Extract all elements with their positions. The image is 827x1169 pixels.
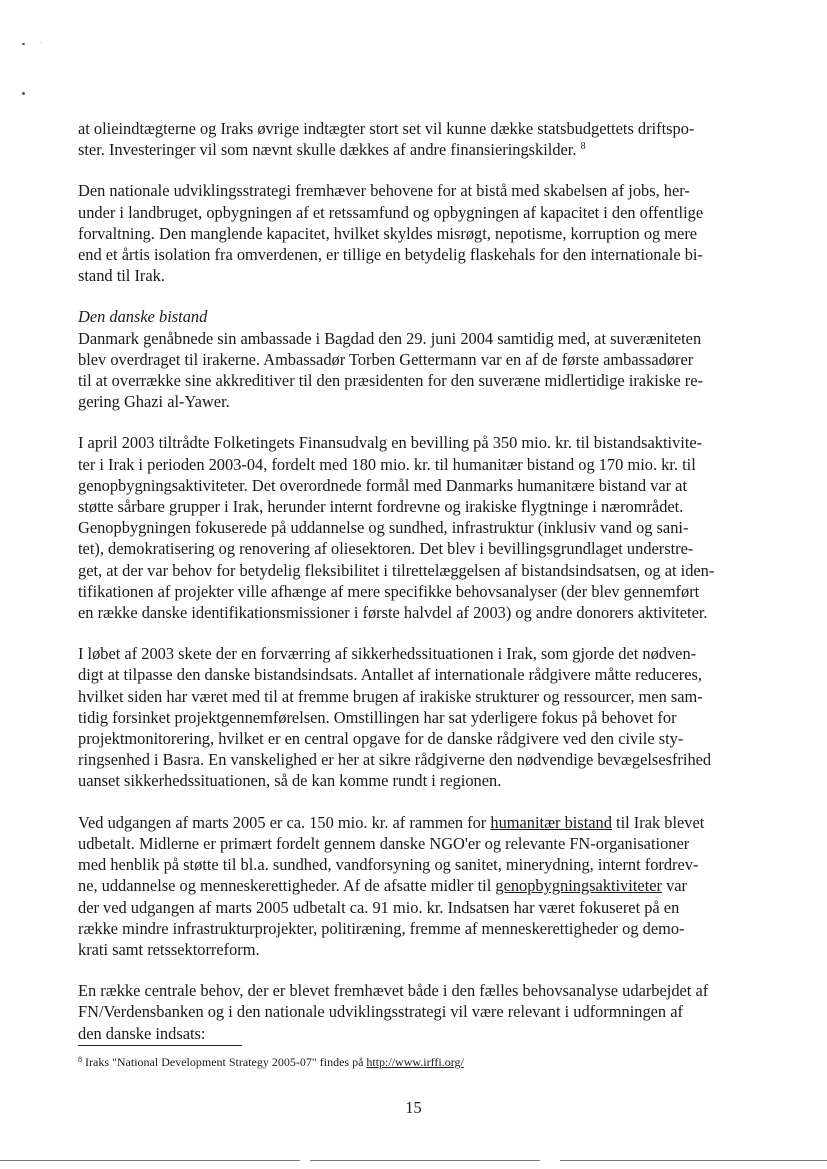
- footnote: [78, 1055, 464, 1070]
- text-fragment: Ved udgangen af marts 2005 er ca. 150 mio. kr. af rammen for: [78, 812, 491, 832]
- reconstruction-activities-link[interactable]: genopbygningsaktiviteter: [495, 876, 662, 896]
- text-line: udbetalt. Midlerne er primært fordelt gennem danske NGO'er og relevante FN-organisationer: [78, 833, 690, 853]
- text-line: hvilket siden har været med til at fremme brugen af irakiske strukturer og ressourcer, men sam-: [78, 686, 703, 706]
- text-line: genopbygningsaktiviteter. Det overordnede formål med Danmarks humanitære bistand var at: [78, 475, 688, 495]
- text-line: get, at der var behov for betydelig fleksibilitet i tilrettelæggelsen af bistandsindsatsen, og at iden-: [78, 560, 715, 580]
- text-line: gering Ghazi al-Yawer.: [78, 392, 230, 412]
- scan-speck: [22, 43, 25, 45]
- page-number: 15: [405, 1098, 422, 1117]
- footnote-reference[interactable]: 8: [580, 141, 586, 153]
- text-line: stand til Irak.: [78, 266, 165, 286]
- text-line: tidig forsinket projektgennemførelsen. Omstillingen har sat yderligere fokus på behovet for: [78, 707, 677, 727]
- text-line: til at overrække sine akkreditiver til den præsidenten for den suveræne midlertidige irakiske re-: [78, 371, 703, 391]
- text-line: projektmonitorering, hvilket er en central opgave for de danske rådgivere ved den civile sty-: [78, 729, 684, 749]
- text-line: tet), demokratisering og renovering af oliesektoren. Det blev i bevillingsgrundlaget understre-: [78, 539, 694, 559]
- text-line: En række centrale behov, der er blevet fremhævet både i den fælles behovsanalyse udarbejdet af: [78, 981, 709, 1001]
- footnote-separator: [78, 1045, 242, 1046]
- text-line: række mindre infrastrukturprojekter, politiræning, fremme af menneskerettigheder og demo-: [78, 918, 685, 938]
- paragraph-oil-revenue: [78, 118, 762, 160]
- text-line: [78, 812, 762, 833]
- paragraph-security-situation: [78, 643, 762, 791]
- text-fragment: til Irak blevet: [611, 812, 705, 832]
- text-line: uanset sikkerhedssituationen, så de kan komme rundt i regionen.: [78, 771, 502, 791]
- paragraph-disbursement-2005: [78, 812, 762, 960]
- paragraph-development-strategy: [78, 180, 762, 286]
- text-line: Genopbygningen fokuserede på uddannelse og sundhed, infrastruktur (inklusiv vand og sani-: [78, 518, 689, 538]
- text-line: tifikationen af projekter ville afhænge af mere specifikke behovsanalyser (der blev gennemført: [78, 581, 700, 601]
- text-line: forvaltning. Den manglende kapacitet, hvilket skyldes misrøgt, nepotisme, korruption og mere: [78, 223, 698, 243]
- humanitarian-aid-link[interactable]: humanitær bistand: [490, 812, 612, 832]
- text-line: end et årtis isolation fra omverdenen, er tillige en betydelig flaskehals for den internationale bi-: [78, 245, 703, 265]
- text-line: den danske indsats:: [78, 1023, 206, 1043]
- text-line: at olieindtægterne og Iraks øvrige indtægter stort set vil kunne dække statsbudgettets driftspo-: [78, 119, 695, 138]
- text-line: ringsenhed i Basra. En vanskelighed er her at sikre rådgiverne den nødvendige bevægelsesfrihed: [78, 750, 712, 770]
- scan-edge-line: [560, 1160, 827, 1161]
- body-text: [78, 118, 762, 1064]
- text-line: der ved udgangen af marts 2005 udbetalt ca. 91 mio. kr. Indsatsen har været fokuseret på en: [78, 897, 680, 917]
- text-line: Danmark genåbnede sin ambassade i Bagdad den 29. juni 2004 samtidig med, at suveræniteten: [78, 328, 702, 348]
- text-line: FN/Verdensbanken og i den nationale udviklingsstrategi vil være relevant i udformningen af: [78, 1002, 683, 1022]
- text-line: blev overdraget til irakerne. Ambassadør Torben Gettermann var en af de første ambassadører: [78, 349, 694, 369]
- paragraph-appropriation-2003: [78, 432, 762, 623]
- text-line: ter i Irak i perioden 2003-04, fordelt med 180 mio. kr. til humanitær bistand og 170 mio. kr. til: [78, 454, 696, 474]
- text-line: krati samt retssektorreform.: [78, 939, 260, 959]
- text-line: digt at tilpasse den danske bistandsindsats. Antallet af internationale rådgivere måtte reduceres,: [78, 665, 703, 685]
- footnote-number: 8: [78, 1055, 82, 1064]
- text-line: under i landbruget, opbygningen af et retssamfund og opbygningen af kapacitet i den offentlige: [78, 202, 704, 222]
- text-line: støtte sårbare grupper i Irak, herunder internt fordrevne og irakiske flygtninge i nærområdet.: [78, 497, 684, 517]
- footnote-text: Iraks "National Development Strategy 2005-07" findes på: [82, 1055, 367, 1069]
- text-line-content: ster. Investeringer vil som nævnt skulle dækkes af andre finansieringskilder.: [78, 140, 577, 160]
- footnote-url-link[interactable]: http://www.irffi.org/: [366, 1055, 464, 1069]
- text-line: [78, 139, 762, 160]
- text-line: en række danske identifikationsmissioner i første halvdel af 2003) og andre donorers aktiviteter.: [78, 603, 708, 623]
- text-line: Den nationale udviklingsstrategi fremhæver behovene for at bistå med skabelsen af jobs, her-: [78, 181, 690, 201]
- scan-speck: [40, 42, 41, 43]
- scan-edge-line: [310, 1160, 540, 1161]
- section-heading: Den danske bistand: [78, 307, 208, 327]
- text-line: I løbet af 2003 skete der en forværring af sikkerhedssituationen i Irak, som gjorde det nødven-: [78, 644, 697, 664]
- text-line: [78, 875, 762, 896]
- section-danish-aid: [78, 306, 762, 412]
- text-fragment: ne, uddannelse og menneskerettigheder. Af de afsatte midler til: [78, 876, 496, 896]
- text-fragment: var: [661, 876, 688, 896]
- scan-edge-line: [0, 1160, 300, 1161]
- scan-speck: [22, 92, 25, 95]
- text-line: I april 2003 tiltrådte Folketingets Finansudvalg en bevilling på 350 mio. kr. til bistandsaktivite-: [78, 433, 703, 453]
- text-line: med henblik på støtte til bl.a. sundhed, vandforsyning og sanitet, minerydning, internt fordrev-: [78, 855, 699, 875]
- paragraph-central-needs: [78, 980, 762, 1044]
